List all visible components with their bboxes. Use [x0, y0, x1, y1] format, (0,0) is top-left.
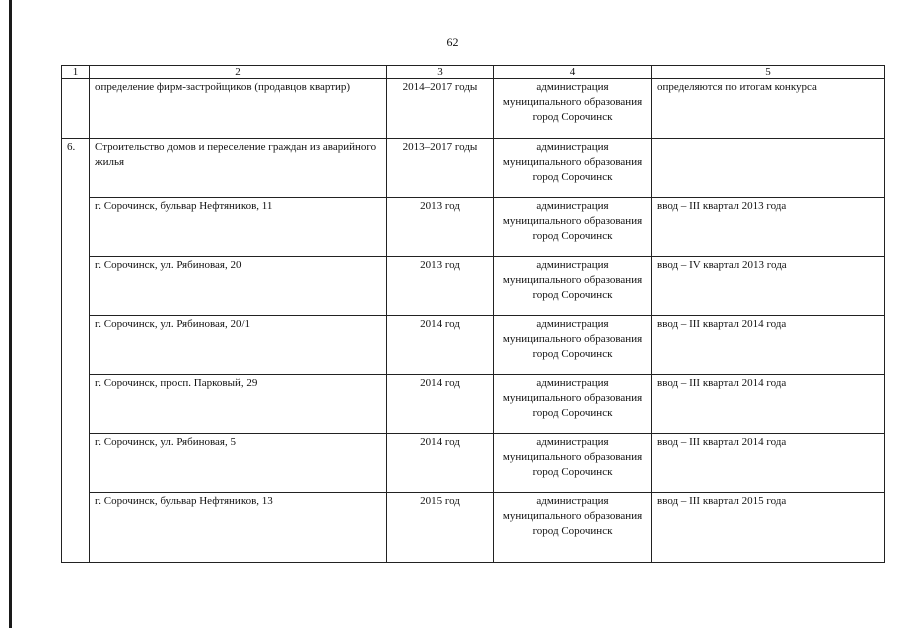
- row-number: [62, 434, 90, 493]
- row-number: [62, 257, 90, 316]
- responsible-cell: администрация муниципального образования город Сорочинск: [494, 375, 652, 434]
- table-row: [62, 198, 885, 257]
- result-cell: ввод – III квартал 2013 года: [652, 198, 885, 257]
- activity-name: г. Сорочинск, просп. Парковый, 29: [90, 375, 387, 434]
- table-row: [62, 257, 885, 316]
- activity-name: г. Сорочинск, ул. Рябиновая, 20/1: [90, 316, 387, 375]
- column-header: 1: [62, 66, 90, 79]
- row-number: [62, 316, 90, 375]
- activity-name: г. Сорочинск, ул. Рябиновая, 20: [90, 257, 387, 316]
- responsible-cell: администрация муниципального образования город Сорочинск: [494, 139, 652, 198]
- result-cell: ввод – III квартал 2015 года: [652, 493, 885, 563]
- page-edge-bar: [9, 0, 12, 628]
- table-row: [62, 79, 885, 139]
- result-cell: ввод – III квартал 2014 года: [652, 316, 885, 375]
- activity-name: Строительство домов и переселение граждан из аварийного жилья: [90, 139, 387, 198]
- responsible-cell: администрация муниципального образования город Сорочинск: [494, 198, 652, 257]
- responsible-cell: администрация муниципального образования город Сорочинск: [494, 257, 652, 316]
- period-cell: 2014 год: [387, 316, 494, 375]
- row-number: [62, 493, 90, 563]
- column-header: 4: [494, 66, 652, 79]
- period-cell: 2015 год: [387, 493, 494, 563]
- period-cell: 2014 год: [387, 375, 494, 434]
- activity-name: г. Сорочинск, ул. Рябиновая, 5: [90, 434, 387, 493]
- program-table: [61, 65, 885, 563]
- responsible-cell: администрация муниципального образования город Сорочинск: [494, 434, 652, 493]
- activity-name: г. Сорочинск, бульвар Нефтяников, 13: [90, 493, 387, 563]
- result-cell: ввод – III квартал 2014 года: [652, 434, 885, 493]
- activity-name: г. Сорочинск, бульвар Нефтяников, 11: [90, 198, 387, 257]
- table-row: [62, 493, 885, 563]
- page-number: 62: [446, 35, 459, 49]
- activity-name: определение фирм-застройщиков (продавцов квартир): [90, 79, 387, 139]
- row-number: 6.: [62, 139, 90, 198]
- table-row: [62, 139, 885, 198]
- row-number: [62, 198, 90, 257]
- table-header-row: [62, 66, 885, 79]
- column-header: 5: [652, 66, 885, 79]
- responsible-cell: администрация муниципального образования город Сорочинск: [494, 79, 652, 139]
- responsible-cell: администрация муниципального образования город Сорочинск: [494, 493, 652, 563]
- period-cell: 2013 год: [387, 257, 494, 316]
- table-row: [62, 316, 885, 375]
- result-cell: ввод – IV квартал 2013 года: [652, 257, 885, 316]
- period-cell: 2013–2017 годы: [387, 139, 494, 198]
- column-header: 2: [90, 66, 387, 79]
- period-cell: 2013 год: [387, 198, 494, 257]
- result-cell: ввод – III квартал 2014 года: [652, 375, 885, 434]
- period-cell: 2014–2017 годы: [387, 79, 494, 139]
- result-cell: [652, 139, 885, 198]
- column-header: 3: [387, 66, 494, 79]
- result-cell: определяются по итогам конкурса: [652, 79, 885, 139]
- row-number: [62, 375, 90, 434]
- table-row: [62, 375, 885, 434]
- row-number: [62, 79, 90, 139]
- period-cell: 2014 год: [387, 434, 494, 493]
- table-row: [62, 434, 885, 493]
- responsible-cell: администрация муниципального образования город Сорочинск: [494, 316, 652, 375]
